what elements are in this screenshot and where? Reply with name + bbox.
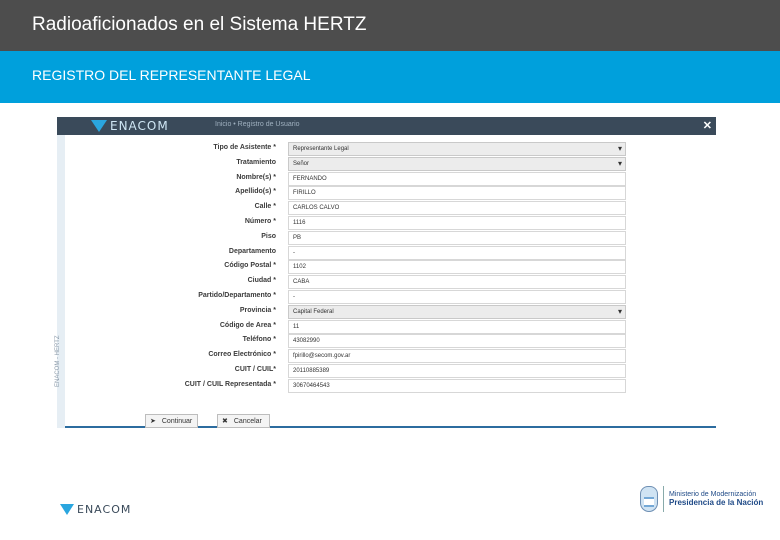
select-field[interactable]: Capital Federal ▾ [288, 305, 626, 319]
field-label: Teléfono * [242, 336, 276, 344]
field-label: CUIT / CUIL* [234, 366, 276, 373]
form-row [57, 157, 716, 172]
enacom-logo[interactable] [91, 119, 169, 133]
text-field[interactable]: 43082990 [288, 334, 626, 348]
government-text [669, 491, 763, 507]
field-label: Número * [244, 218, 276, 225]
coat-of-arms-icon [640, 486, 658, 512]
select-field[interactable]: Señor ▾ [288, 157, 626, 171]
text-field[interactable]: 20110885389 [288, 364, 626, 378]
field-label: Código Postal * [224, 262, 276, 270]
text-field[interactable]: CABA [288, 275, 626, 289]
form-row [57, 379, 716, 394]
send-icon: ➤ [150, 418, 156, 425]
field-label: Calle * [254, 203, 276, 211]
text-field[interactable]: FIRILLO [288, 186, 626, 200]
field-label: Apellido(s) * [235, 188, 276, 196]
text-field[interactable]: CARLOS CALVO [288, 201, 626, 215]
cancel-icon: ✖ [222, 418, 228, 425]
form-row [57, 216, 716, 231]
form-row [57, 320, 716, 335]
text-field[interactable]: 1102 [288, 260, 626, 274]
form-row [57, 186, 716, 201]
field-label: Ciudad * [247, 277, 276, 285]
form-row [57, 246, 716, 261]
form-row [57, 334, 716, 349]
enacom-mark-icon [91, 120, 107, 132]
enacom-mark-icon [60, 504, 74, 516]
select-field[interactable]: Representante Legal ▾ [288, 142, 626, 156]
ministry-name: Ministerio de Modernización [669, 491, 757, 498]
form-row [57, 142, 716, 157]
cancel-button[interactable] [217, 414, 270, 428]
text-field[interactable]: fpirillo@secom.gov.ar [288, 349, 626, 363]
field-label: Provincia * [239, 306, 276, 314]
field-label: Correo Electrónico * [208, 351, 276, 359]
text-field[interactable]: 11 [288, 320, 626, 334]
form-row [57, 231, 716, 246]
form-row [57, 275, 716, 290]
close-icon[interactable]: ✕ [702, 120, 712, 132]
slide-subtitle: REGISTRO DEL REPRESENTANTE LEGAL [32, 67, 311, 83]
breadcrumb[interactable]: Inicio • Registro de Usuario [215, 121, 300, 128]
text-field[interactable]: FERNANDO [288, 172, 626, 186]
slide-title: Radioaficionados en el Sistema HERTZ [32, 14, 367, 35]
field-label: Tipo de Asistente * [213, 144, 276, 151]
form-row [57, 349, 716, 364]
text-field[interactable]: 30670464543 [288, 379, 626, 393]
continue-button[interactable] [145, 414, 198, 428]
cancel-button-label: Cancelar [233, 417, 262, 425]
side-watermark-text: ENACOM - HERTZ [55, 335, 61, 387]
field-label: Departamento [228, 247, 276, 255]
registration-form-screenshot [57, 117, 716, 428]
footer-enacom-logo [60, 503, 131, 516]
text-field[interactable]: PB [288, 231, 626, 245]
continue-button-label: Continuar [161, 417, 193, 425]
app-header [57, 117, 716, 135]
text-field[interactable]: - [288, 246, 626, 260]
logo-divider [663, 486, 664, 512]
form-row [57, 364, 716, 379]
form-row [57, 172, 716, 187]
title-bar [0, 0, 780, 51]
enacom-logo-text: ENACOM [110, 119, 169, 133]
footer-enacom-text: ENACOM [77, 503, 132, 516]
text-field[interactable]: - [288, 290, 626, 304]
text-field[interactable]: 1116 [288, 216, 626, 230]
field-label: Piso [261, 232, 276, 240]
footer-government-logo [640, 486, 763, 512]
field-label: Partido/Departamento * [198, 292, 276, 299]
subtitle-bar [0, 51, 780, 103]
field-label: Nombre(s) * [236, 173, 276, 181]
form-row [57, 290, 716, 305]
presidency-name: Presidencia de la Nación [669, 498, 764, 507]
form-row [57, 201, 716, 216]
field-label: CUIT / CUIL Representada * [184, 380, 276, 388]
field-label: Código de Area * [219, 321, 276, 329]
form-row [57, 260, 716, 275]
field-label: Tratamiento [236, 158, 276, 166]
form-row [57, 305, 716, 320]
